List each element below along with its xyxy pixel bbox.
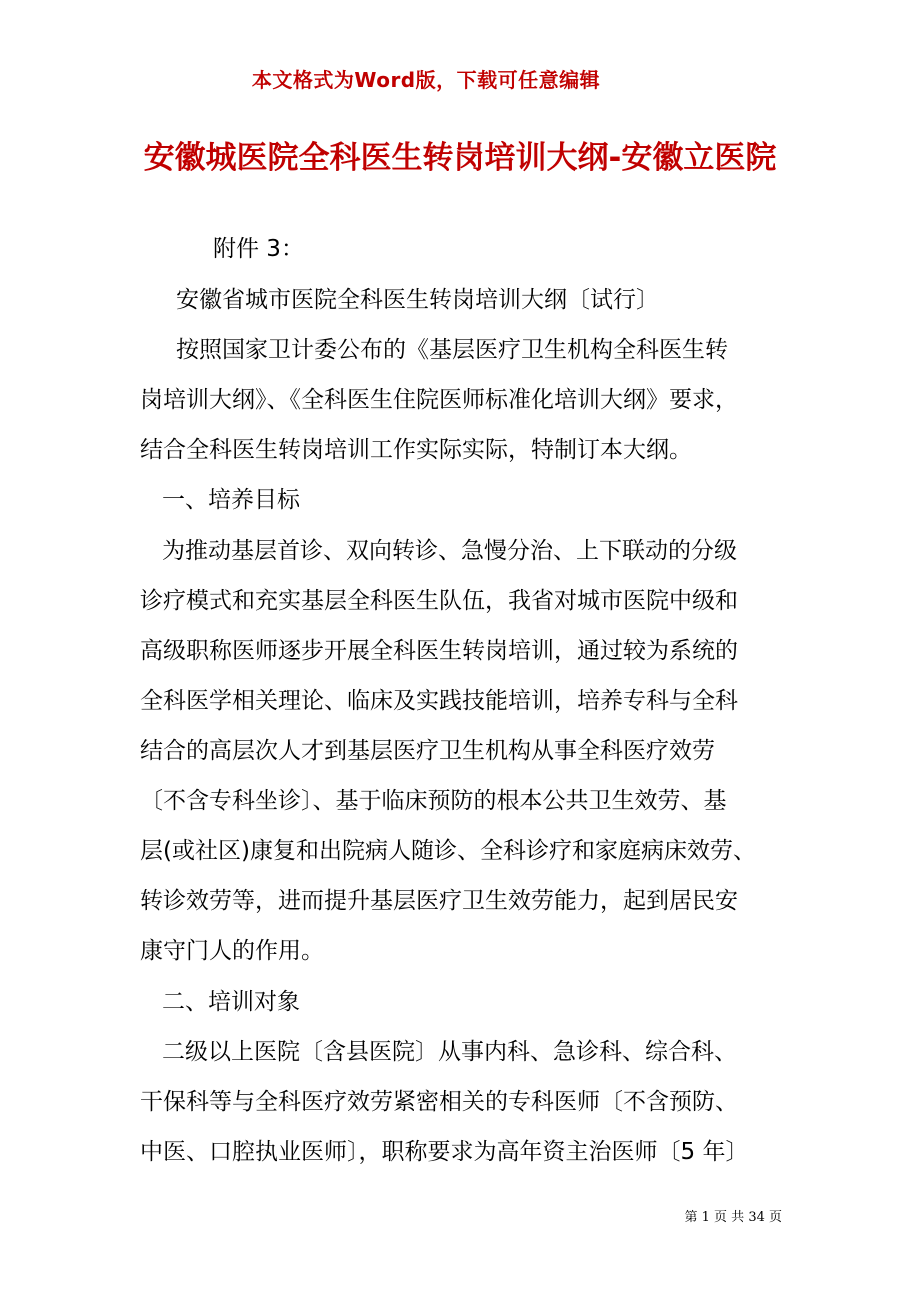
document-title: 安徽城医院全科医生转岗培训大纲-安徽立医院 <box>143 140 777 176</box>
paragraph-line: 结合的高层次人才到基层医疗卫生机构从事全科医疗效劳 <box>140 738 715 764</box>
paragraph-line: 层(或社区)康复和出院病人随诊、全科诊疗和家庭病床效劳、 <box>140 838 756 864</box>
section-heading: 二、培训对象 <box>162 989 300 1015</box>
paragraph-line: 为推动基层首诊、双向转诊、急慢分治、上下联动的分级 <box>162 538 737 564</box>
paragraph-line: 二级以上医院〔含县医院〕从事内科、急诊科、综合科、 <box>162 1039 737 1065</box>
paragraph-line: 按照国家卫计委公布的《基层医疗卫生机构全科医生转 <box>176 337 728 363</box>
paragraph-line: 康守门人的作用。 <box>140 938 324 964</box>
paragraph-line: 转诊效劳等，进而提升基层医疗卫生效劳能力，起到居民安 <box>140 888 738 914</box>
format-notice: 本文格式为Word版，下载可任意编辑 <box>251 68 601 92</box>
paragraph-line: 干保科等与全科医疗效劳紧密相关的专科医师〔不含预防、 <box>140 1089 738 1115</box>
paragraph-line: 诊疗模式和充实基层全科医生队伍，我省对城市医院中级和 <box>140 588 738 614</box>
attachment-label: 附件 3： <box>213 236 304 262</box>
paragraph-line: 岗培训大纲》、《全科医生住院医师标准化培训大纲》要求， <box>140 387 738 413</box>
section-heading: 一、培养目标 <box>162 487 300 513</box>
paragraph-line: 高级职称医师逐步开展全科医生转岗培训，通过较为系统的 <box>140 638 738 664</box>
paragraph-line: 结合全科医生转岗培训工作实际实际，特制订本大纲。 <box>140 437 692 463</box>
paragraph-line: 中医、口腔执业医师〕，职称要求为高年资主治医师〔5 年〕 <box>140 1139 749 1165</box>
page-number: 第 1 页 共 34 页 <box>684 1210 782 1225</box>
paragraph-line: 〔不含专科坐诊〕、基于临床预防的根本公共卫生效劳、基 <box>140 788 727 814</box>
paragraph-line: 全科医学相关理论、临床及实践技能培训，培养专科与全科 <box>140 688 738 714</box>
document-subtitle: 安徽省城市医院全科医生转岗培训大纲〔试行〕 <box>176 287 659 313</box>
